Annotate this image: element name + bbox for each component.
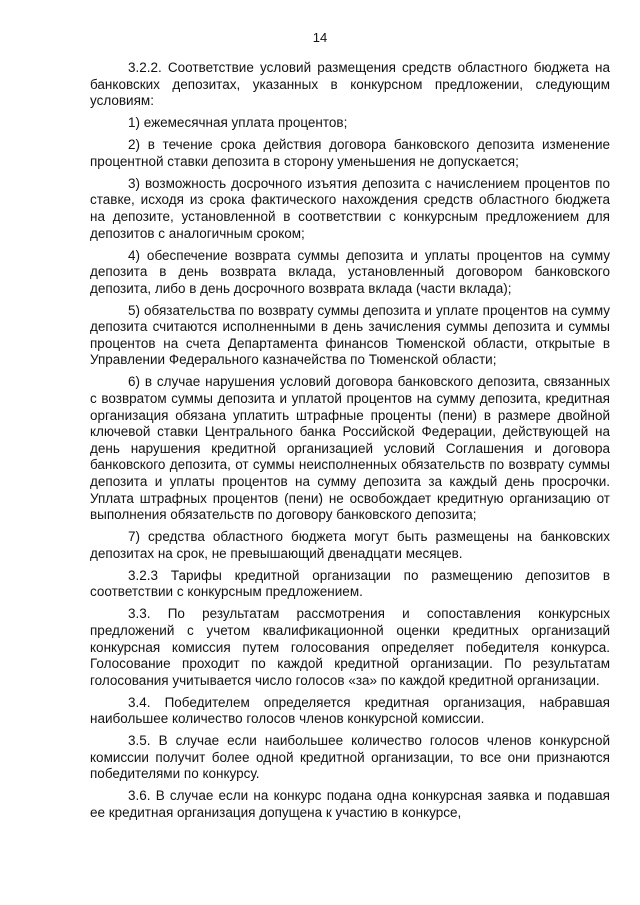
paragraph-3-4: 3.4. Победителем определяется кредитная организация, набравшая наибольшее количество голосов членов конкурсной комиссии. (90, 694, 610, 727)
paragraph-condition-3: 3) возможность досрочного изъятия депозита с начислением процентов по ставке, исходя из срока фактического нахождения средств областного бюджета на депозите, установленной в соответствии с конкурсным предложением для депозитов с аналогичным сроком; (90, 175, 610, 241)
paragraph-condition-1: 1) ежемесячная уплата процентов; (128, 115, 348, 131)
paragraph-3-6: 3.6. В случае если на конкурс подана одна конкурсная заявка и подавшая ее кредитная организация допущена к участию в конкурсе, (90, 788, 610, 821)
paragraph-condition-4: 4) обеспечение возврата суммы депозита и уплаты процентов на сумму депозита в день возврата вклада, установленный договором банковского депозита, либо в день досрочного возврата вклада (части вклада); (90, 247, 610, 296)
paragraph-condition-5: 5) обязательства по возврату суммы депозита и уплате процентов на сумму депозита считаются исполненными в день зачисления суммы депозита и суммы процентов на счета Департамента финансов Тюменской области, открытые в Управлении Федерального казначейства по Тюменской области; (90, 302, 610, 368)
paragraph-3-3: 3.3. По результатам рассмотрения и сопоставления конкурсных предложений с учетом квалификационной оценки кредитных организаций конкурсная комиссия путем голосования определяет победителя конкурса. Голосование проходит по каждой кредитной организации. По результатам голосования учитывается число голосов «за» по каждой кредитной организации. (90, 606, 610, 688)
paragraph-3-2-2: 3.2.2. Соответствие условий размещения средств областного бюджета на банковских депозитах, указанных в конкурсном предложении, следующим условиям: (90, 60, 610, 109)
paragraph-condition-6: 6) в случае нарушения условий договора банковского депозита, связанных с возвратом суммы депозита и уплатой процентов на сумму депозита, кредитная организация обязана уплатить штрафные проценты (пени) в размере двойной ключевой ставки Центрального банка Российской Федерации, действующей на день нарушения кредитной организацией условий Соглашения и договора банковского депозита, от суммы неисполненных обязательств по возврату суммы депозита и уплаты процентов на сумму депозита за каждый день просрочки. Уплата штрафных процентов (пени) не освобождает кредитную организацию от выполнения обязательств по договору банковского депозита; (90, 374, 610, 523)
paragraph-condition-2: 2) в течение срока действия договора банковского депозита изменение процентной ставки депозита в сторону уменьшения не допускается; (90, 137, 610, 169)
paragraph-3-2-3: 3.2.3 Тарифы кредитной организации по размещению депозитов в соответствии с конкурсным предложением. (90, 567, 610, 600)
paragraph-condition-7: 7) средства областного бюджета могут быть размещены на банковских депозитах на срок, не превышающий двенадцати месяцев. (90, 529, 610, 561)
page-number: 14 (312, 30, 328, 45)
document-body (90, 60, 610, 827)
paragraph-3-5: 3.5. В случае если наибольшее количество голосов членов конкурсной комиссии получит более одной кредитной организации, то все они признаются победителями по конкурсу. (90, 733, 610, 782)
